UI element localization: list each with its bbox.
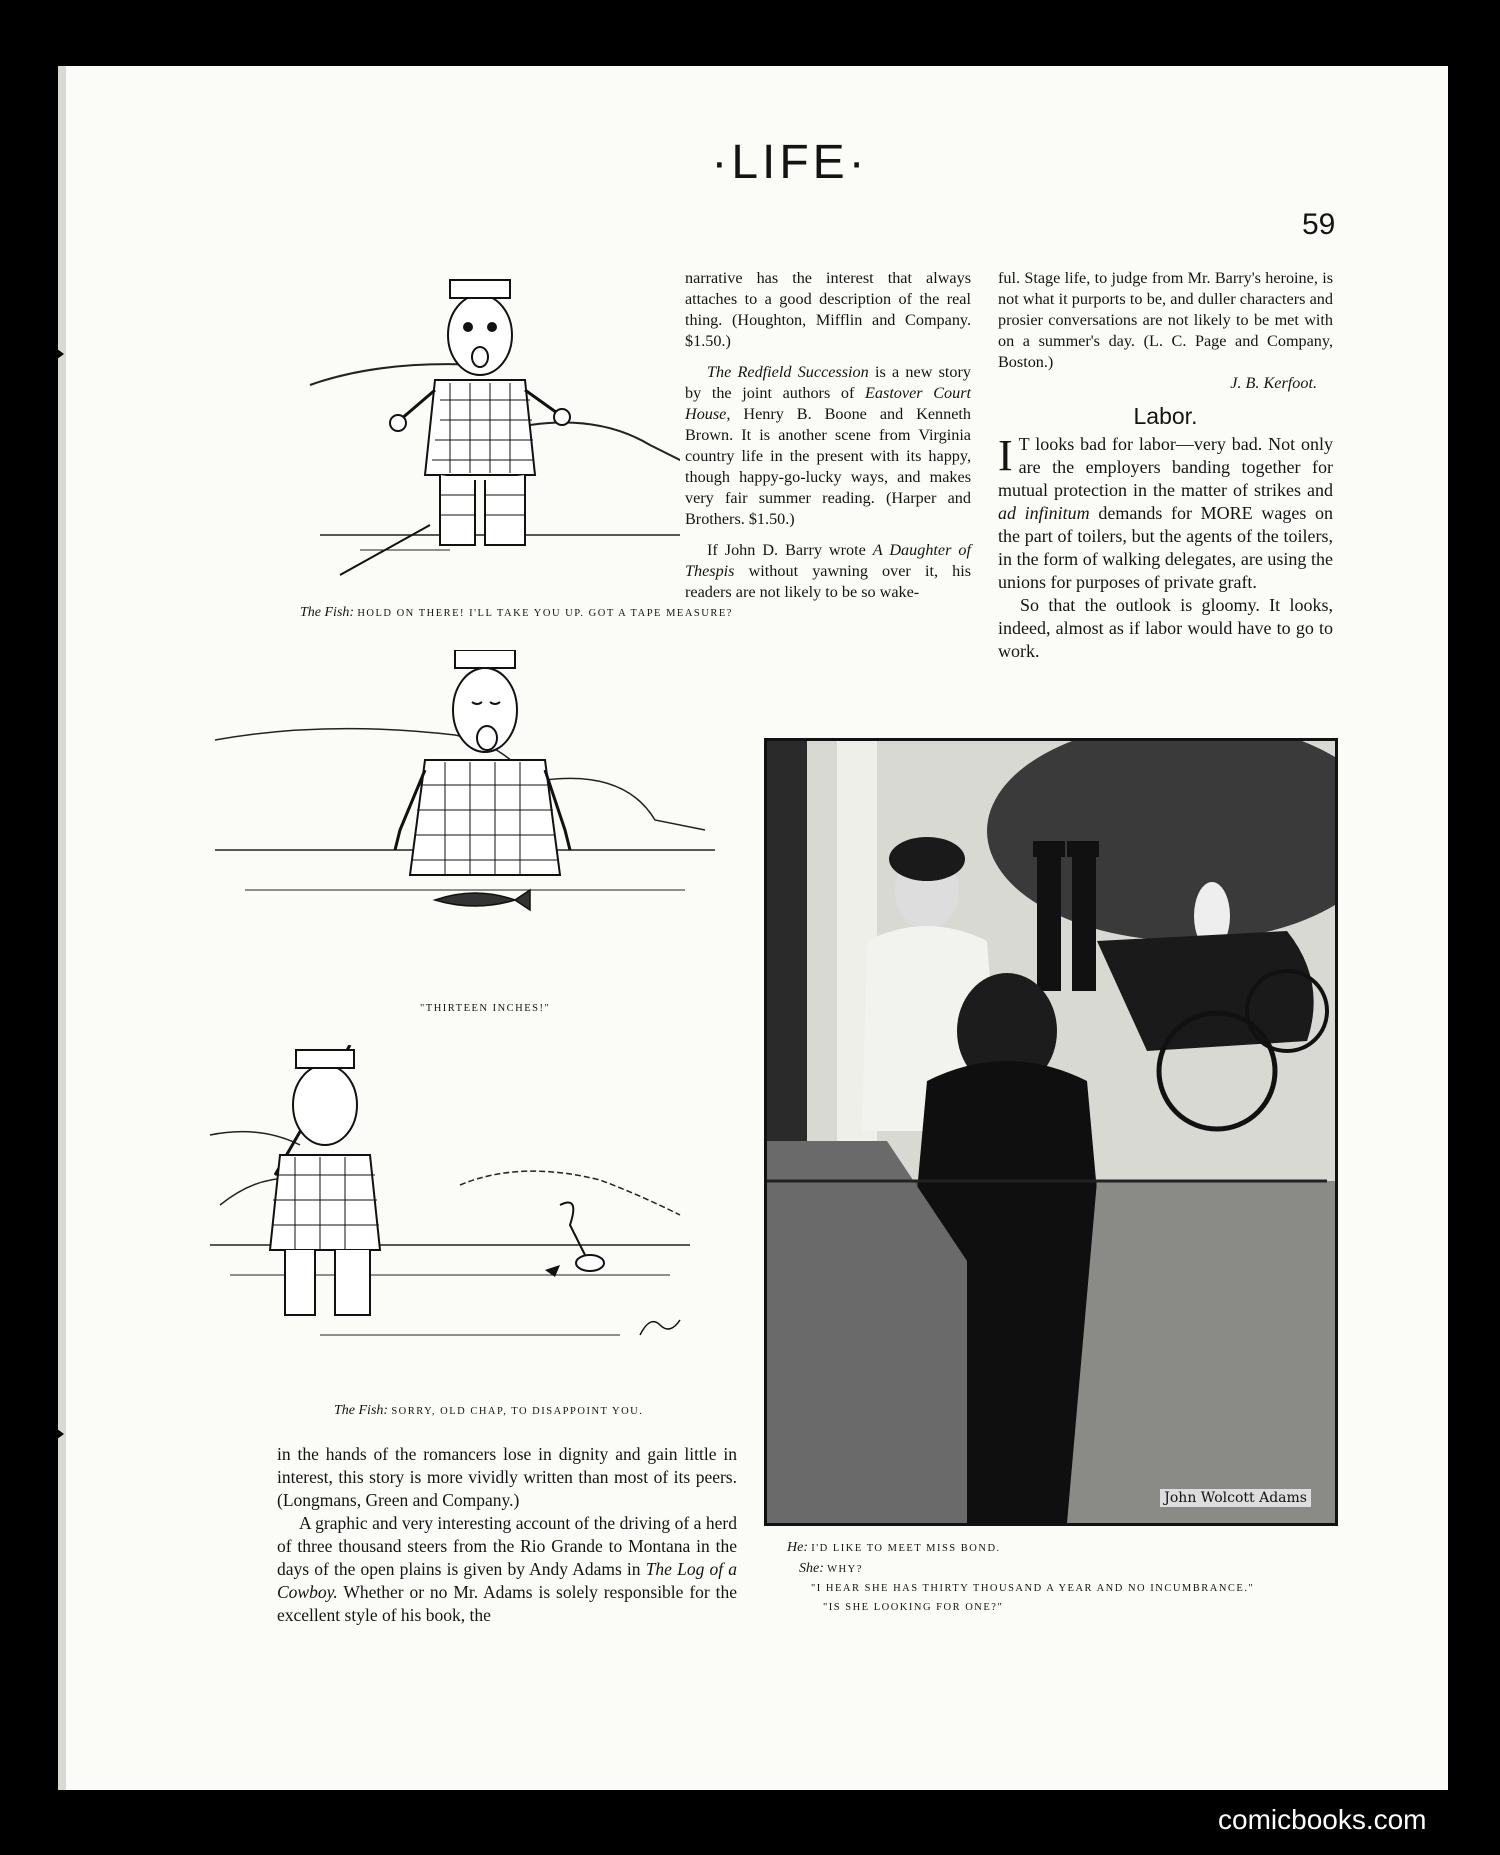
book-title: A Daughter of Thespis <box>685 541 972 580</box>
cartoon-panel-2 <box>205 650 725 950</box>
review-paragraph: ful. Stage life, to judge from Mr. Barry's heroine, is not what it purports to be, and duller characters and prosier conversations are not likely to be met with on a summer's day. (L. C. Page and Company, Boston.) <box>998 269 1333 371</box>
illustration-drawing <box>767 741 1335 1523</box>
book-title: The Log of a Cowboy. <box>277 1559 737 1602</box>
page-number: 59 <box>1302 208 1336 241</box>
review-paragraph: A graphic and very interesting account of the driving of a herd of three thousand steers from the Rio Grande to Montana in the days of the open plains is given by Andy Adams in The Log of a Cowboy. Whether or no Mr. Adams is solely responsible for the excellent style of his book, the <box>277 1513 737 1625</box>
caption-speaker: He: <box>787 1540 808 1555</box>
article-paragraph: So that the outlook is gloomy. It looks, indeed, almost as if labor would have to go to work. <box>998 595 1333 661</box>
caption-speaker: She: <box>799 1561 824 1576</box>
caption-speaker: The Fish: <box>334 1403 389 1418</box>
article-heading: Labor. <box>1133 403 1198 429</box>
review-column-2 <box>998 268 1333 663</box>
review-column-1 <box>685 268 971 603</box>
caption-text: HOLD ON THERE! I'LL TAKE YOU UP. GOT A TAPE MEASURE? <box>357 608 733 619</box>
registration-mark <box>42 338 64 370</box>
caption-text: SORRY, OLD CHAP, TO DISAPPOINT YOU. <box>391 1406 644 1417</box>
author-signature: J. B. Kerfoot. <box>1230 374 1317 392</box>
caption-speaker: The Fish: <box>300 605 355 620</box>
cartoon-caption-1 <box>300 604 740 621</box>
cartoon-panel-3 <box>200 1045 700 1375</box>
artist-signature: John Wolcott Adams <box>1160 1489 1311 1507</box>
review-continuation <box>277 1443 737 1627</box>
cartoon-caption-2 <box>420 999 550 1015</box>
registration-mark <box>42 1418 64 1450</box>
cartoon-panel-1 <box>300 265 680 595</box>
book-title: The Redfield Succession <box>707 363 869 381</box>
review-paragraph: narrative has the interest that always attaches to a good description of the real thing. (Houghton, Mifflin and Company. $1.50.) <box>685 269 971 350</box>
caption-text: "THIRTEEN INCHES!" <box>420 1003 551 1014</box>
review-paragraph: The Redfield Succession is a new story by the joint authors of Eastover Court House, Henry B. Boone and Kenneth Brown. It is another scene from Virginia country life in the present with its happy, though happy-go-lucky ways, and makes very fair summer reading. (Harper and Brothers. $1.50.) <box>685 363 972 528</box>
masthead-title: ·LIFE· <box>711 136 869 189</box>
review-paragraph: If John D. Barry wrote A Daughter of Thespis without yawning over it, his readers are not likely to be so wake- <box>685 541 972 601</box>
article-paragraph: I T looks bad for labor—very bad. Not only are the employers banding together for mutual protection in the matter of strikes and ad infinitum demands for MORE wages on the part of toilers, but the agents of the toilers, in the form of walking delegates, are using the unions for purposes of private graft. <box>998 431 1333 592</box>
cartoon-caption-3 <box>334 1402 643 1419</box>
review-paragraph: in the hands of the romancers lose in dignity and gain little in interest, this story is more vividly written than most of its peers. (Longmans, Green and Company.) <box>277 1444 737 1510</box>
drop-cap: I <box>998 431 1013 480</box>
illustration-caption: He: I'D LIKE TO MEET MISS BOND. She: WHY? "I HEAR SHE HAS THIRTY THOUSAND A YEAR AND NO INCUMBRANCE." "IS SHE LOOKING FOR ONE?" <box>787 1540 1255 1613</box>
labor-article <box>998 433 1333 663</box>
book-title: Eastover Court House, <box>685 384 972 423</box>
page-gutter <box>58 66 66 1790</box>
society-illustration <box>764 738 1338 1526</box>
site-watermark: comicbooks.com <box>1218 1804 1427 1835</box>
